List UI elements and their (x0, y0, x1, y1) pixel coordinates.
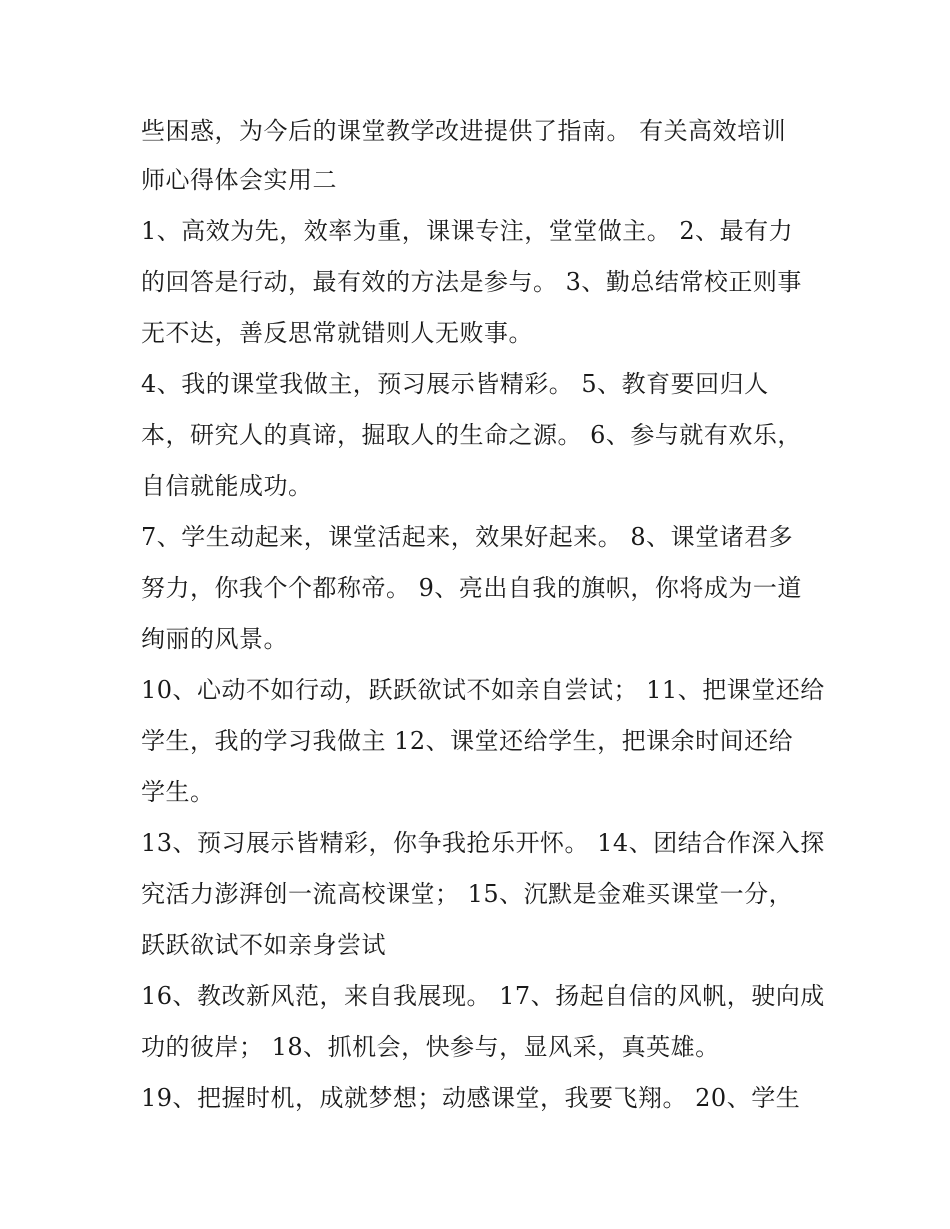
text-line: 跃跃欲试不如亲身尝试 (141, 931, 386, 959)
text-line: 无不达，善反思常就错则人无败事。 (141, 319, 533, 347)
text-line: 师心得体会实用二 (141, 166, 337, 194)
text-line: 的回答是行动，最有效的方法是参与。 3、勤总结常校正则事 (141, 268, 802, 296)
text-line: 10、心动不如行动，跃跃欲试不如亲自尝试； 11、把课堂还给 (141, 676, 825, 704)
text-line: 4、我的课堂我做主，预习展示皆精彩。 5、教育要回归人 (141, 370, 769, 398)
text-line: 16、教改新风范，来自我展现。 17、扬起自信的风帆，驶向成 (141, 982, 825, 1010)
text-line: 绚丽的风景。 (141, 625, 288, 653)
text-line: 学生。 (141, 778, 215, 806)
text-line: 努力，你我个个都称帝。 9、亮出自我的旗帜，你将成为一道 (141, 574, 802, 602)
text-line: 19、把握时机，成就梦想；动感课堂，我要飞翔。 20、学生 (141, 1084, 801, 1112)
text-line: 7、学生动起来，课堂活起来，效果好起来。 8、课堂诸君多 (141, 523, 794, 551)
text-line: 自信就能成功。 (141, 472, 313, 500)
text-line: 13、预习展示皆精彩，你争我抢乐开怀。 14、团结合作深入探 (141, 829, 825, 857)
text-line: 本，研究人的真谛，掘取人的生命之源。 6、参与就有欢乐， (141, 421, 802, 449)
text-line: 究活力澎湃创一流高校课堂； 15、沉默是金难买课堂一分， (141, 880, 794, 908)
text-line: 些困惑，为今后的课堂教学改进提供了指南。 有关高效培训 (141, 117, 787, 145)
text-line: 1、高效为先，效率为重，课课专注，堂堂做主。 2、最有力 (141, 217, 794, 245)
text-line: 功的彼岸； 18、抓机会，快参与，显风采，真英雄。 (141, 1033, 720, 1061)
text-line: 学生，我的学习我做主 12、课堂还给学生，把课余时间还给 (141, 727, 794, 755)
